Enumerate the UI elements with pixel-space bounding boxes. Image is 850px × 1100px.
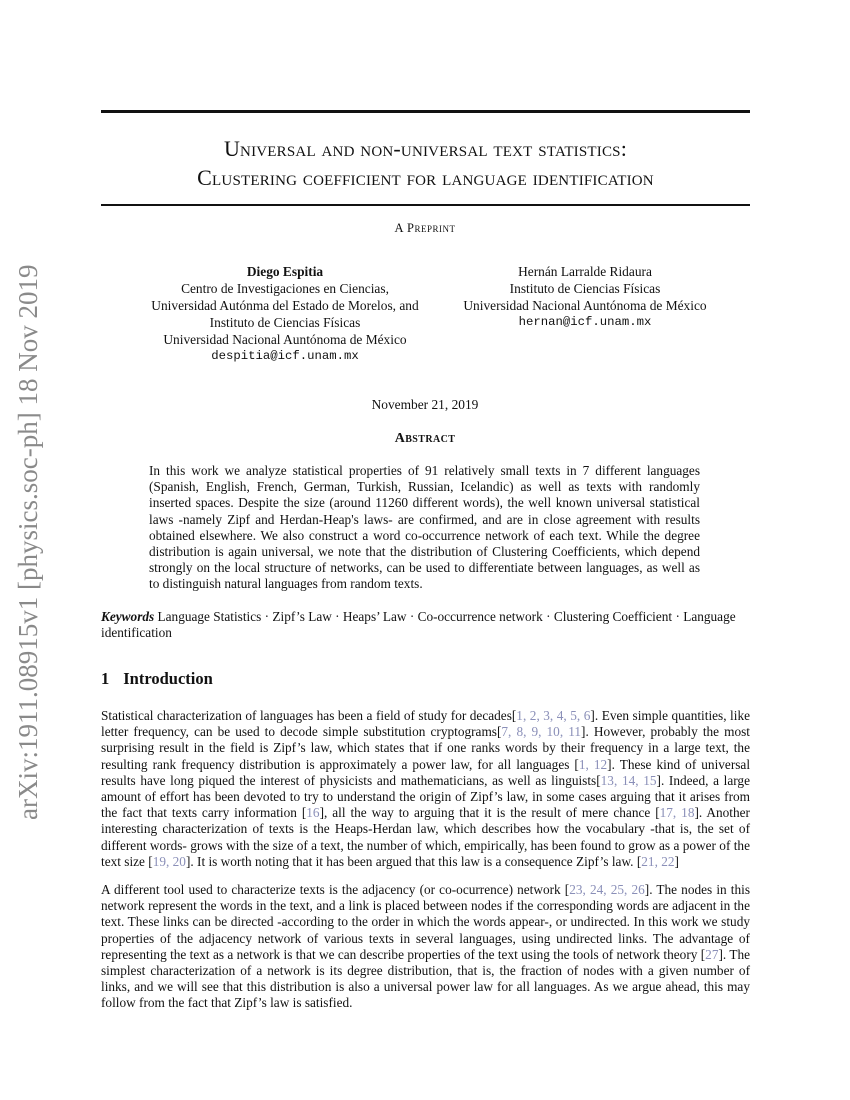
abstract-heading: Abstract bbox=[394, 431, 456, 446]
arxiv-sidebar-stamp: arXiv:1911.08915v1 [physics.soc-ph] 18 Nov 2019 bbox=[13, 264, 43, 820]
introduction-paragraph-2 bbox=[101, 882, 750, 1012]
keywords-text: Language Statistics · Zipf’s Law · Heaps’ Law · Co-occurrence network · Clustering Coefficient · Language identification bbox=[101, 609, 736, 641]
paragraph-text: ]. However, probably the most surprising result in the field is Zipf’s law, which states that if one ranks words by their frequency in a large text, the resulting rank frequency distribution is approximately a power law, for all languages [ bbox=[101, 724, 750, 772]
citation-link[interactable]: 27 bbox=[705, 946, 719, 962]
paragraph-text: ], all the way to arguing that it is the result of mere chance [ bbox=[319, 805, 660, 821]
citation-link[interactable]: 1, 2, 3, 4, 5, 6 bbox=[516, 708, 591, 723]
paragraph-text: ]. Another interesting characterization of texts is the Heaps-Herdan law, which describes how the vocabulary -that is, the set of different words- grows with the size of a text, the number of which, empirically, has been found to grow as a power of the text size [ bbox=[101, 805, 750, 869]
author-affiliation-line: Universidad Autónma del Estado de Morelos, and bbox=[151, 298, 419, 313]
paragraph-text: ]. These kind of universal results have long piqued the interest of physicists and mathematicians, as well as linguists[ bbox=[101, 756, 751, 788]
citation-link[interactable]: 19, 20 bbox=[152, 853, 186, 869]
citation-link[interactable]: 21, 22 bbox=[641, 853, 675, 869]
citation-link[interactable]: 16 bbox=[306, 805, 320, 821]
citation-link[interactable]: 23, 24, 25, 26 bbox=[569, 882, 645, 897]
title-bottom-rule bbox=[101, 204, 750, 206]
paragraph-text: ]. It is worth noting that it has been argued that this law is a consequence Zipf’s law. [ bbox=[185, 853, 642, 869]
paragraph-text: ]. The nodes in this network represent the words in the text, and a link is placed between nodes if the corresponding words are adjacent in the text. These links can be directed -according to the order in which the words appear-, or undirected. In this work we study properties of the adjacency network of various texts in several languages, using undirected links. The advantage of representing the text as a network is that we can describe properties of the text using the tools of network theory [ bbox=[101, 882, 750, 962]
author-email: despitia@icf.unam.mx bbox=[211, 349, 359, 363]
author-email: hernan@icf.unam.mx bbox=[518, 315, 652, 329]
author-name: Hernán Larralde Ridaura bbox=[518, 264, 652, 279]
author-name: Diego Espitia bbox=[246, 264, 324, 279]
author-affiliation-line: Centro de Investigaciones en Ciencias, bbox=[181, 281, 389, 296]
paper-date: November 21, 2019 bbox=[371, 397, 479, 412]
author-affiliation-line: Instituto de Ciencias Físicas bbox=[509, 281, 661, 296]
title-top-rule bbox=[101, 110, 750, 113]
citation-link[interactable]: 17, 18 bbox=[659, 805, 695, 821]
paragraph-text: ]. The simplest characterization of a network is its degree distribution, that is, the fraction of nodes with a given number of links, and we will see that this distribution is also a universal power law for all languages. As we argue ahead, this may follow from the fact that Zipf’s law is satisfied. bbox=[101, 946, 750, 1011]
abstract-text: In this work we analyze statistical properties of 91 relatively small texts in 7 different languages (Spanish, English, French, German, Turkish, Russian, Icelandic) as well as texts with randomly inserted spaces. Despite the size (around 11260 different words), the well known universal statistical laws -namely Zipf and Herdan-Heap's laws- are confirmed, and are in close agreement with results obtained elsewhere. We also construct a word co-occurrence network of each text. While the degree distribution is again universal, we note that the distribution of Clustering Coefficients, which depend strongly on the local structure of networks, can be used to differentiate between languages, as well as to distinguish natural languages from random texts. bbox=[149, 463, 700, 592]
author-affiliation-line: Universidad Nacional Auntónoma de México bbox=[463, 298, 707, 313]
paper-title-line-1: Universal and non-universal text statistics: bbox=[223, 136, 628, 161]
paragraph-text: Statistical characterization of languages has been a field of study for decades[ bbox=[101, 708, 517, 723]
author-block-1 bbox=[135, 263, 435, 365]
section-heading-introduction bbox=[101, 669, 213, 689]
citation-link[interactable]: 13, 14, 15 bbox=[600, 772, 657, 788]
keywords-label: Keywords bbox=[101, 609, 155, 624]
section-title: Introduction bbox=[123, 669, 213, 688]
paper-title-line-2: Clustering coefficient for language identification bbox=[197, 165, 654, 190]
paragraph-text: ]. Indeed, a large amount of effort has been devoted to try to understand the origin of Zipf’s law, in some cases arguing that it arises from the fact that texts carry information [ bbox=[101, 772, 750, 821]
citation-link[interactable]: 7, 8, 9, 10, 11 bbox=[501, 724, 582, 740]
paragraph-text: A different tool used to characterize texts is the adjacency (or co-ocurrence) network [ bbox=[101, 882, 570, 897]
preprint-label: A Preprint bbox=[394, 221, 456, 235]
introduction-paragraph-1 bbox=[101, 708, 750, 870]
paragraph-text: ]. Even simple quantities, like letter frequency, can be used to decode simple substitution cryptograms[ bbox=[101, 708, 750, 740]
author-affiliation-line: Instituto de Ciencias Físicas bbox=[209, 315, 361, 330]
author-affiliation-line: Universidad Nacional Auntónoma de México bbox=[163, 332, 407, 347]
section-number: 1 bbox=[101, 669, 110, 688]
paragraph-text: ] bbox=[674, 853, 679, 869]
citation-link[interactable]: 1, 12 bbox=[578, 756, 608, 772]
author-block-2 bbox=[440, 263, 730, 331]
keywords-block bbox=[101, 609, 750, 641]
